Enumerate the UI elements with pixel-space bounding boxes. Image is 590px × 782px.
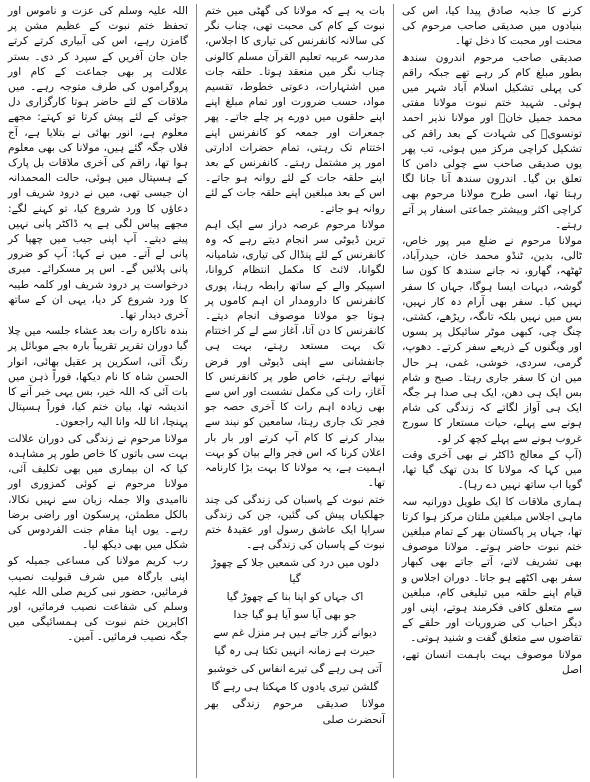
- col3-paragraph: اللہ علیہ وسلم کی عزت و ناموس اور تحفظ ختم نبوت کے عظیم مشن پر گامزن رہے، اس کی آبیاری کرتے کرتے جان جان آفریں کے سپرد کر دی۔ بستر علالت پر بھی جماعت کے کام اور پروگراموں کی طرف متوجہ رہے۔ میں ملاقات کے لئے حاضر ہوتا کارگزاری دل جوئی کے لئے پیش کرتا تو کہتے: مجھے معلوم ہے، انور بھائی نے بتلایا ہے، آج فلاں جگہ گئے ہیں، مولانا کی بھی معلوم ہوا تھا، راقم کی آخری ملاقات بل پارک کے ہسپتال میں ہوئی، حالت المحمدانہ ان جیسی تھی، میں نے درود شریف اور دعاؤں کا ورد شروع کیا، تو کہنے لگے: مجھے پیاس لگی ہے یہ ڈاکٹر پانی نہیں پینے دیتے۔ آپ اپنی جیب میں چھپا کر پانی لے آتے۔ میں نے کہا: آپ کو ضرور پانی پلائیں گے۔ اس پر مسکرائے۔ میری درخواست پر درود شریف اور کلمہ طیبہ کا ورد شروع کر دیا، یہی ان کے ساتھ آخری دیدار تھا۔: [8, 5, 188, 322]
- poetry-verse: دیوانے گزر جاتے ہیں ہر منزل غم سے: [213, 627, 377, 640]
- article-columns: [6, 4, 584, 778]
- column-right: [400, 4, 584, 778]
- column-divider: [393, 4, 394, 778]
- poetry-verse: گلشن تیری یادوں کا مہکتا ہی رہے گا: [211, 681, 379, 694]
- column-divider: [196, 4, 197, 778]
- poetry-verse: جو بھی آیا سو آیا ہو گیا جدا: [233, 609, 357, 622]
- col1-paragraph: (آپ کے معالج ڈاکٹر نے بھی آخری وقت میں کہا کہ مولانا کا بدن تھک گیا تھا، گویا اب ساتھ نہیں دے رہا)۔: [402, 448, 582, 492]
- col2-paragraph: بات یہ ہے کہ مولانا کی گھٹی میں ختم نبوت کے کام کی محبت تھی، چناب نگر کی سالانہ کانفرنس کی تیاری کا اجلاس، مدرسہ عربیہ تعلیم القرآن مسلم کالونی چناب نگر میں منعقد ہوتا۔ حلقہ جات میں اشتہارات، دعوتی خطوط، تقسیم مواد، حسب ضرورت اور تمام مبلغ اپنے اپنے حلقوں میں دورے پر چلے جاتے۔ پھر جمعرات اور جمعہ کو کانفرنس اپنے اختتام تک رہتی، تمام حضرات ادارتی امور پر مشتمل رہتے۔ کانفرنس کے بعد اپنے حلقہ جات کے لئے روانہ ہو جاتے۔ اس کے بعد مبلغین اپنے حلقہ جات کے لئے روانہ ہو جاتے۔: [205, 5, 385, 215]
- column-middle: [203, 4, 387, 778]
- col1-paragraph: صدیقی صاحب مرحوم اندرون سندھ بطور مبلغ کام کر رہے تھے جبکہ راقم کی پہلی تشکیل اسلام آباد شہر میں ہوئی۔ شہید ختم نبوت مولانا مفتی محمد جمیل خانؒ اور مولانا نذیر احمد تونسویؒ کی شہادت کے بعد راقم کی تشکیل کراچی مرکز میں ہوئی، تب پھر یوں صدیقی صاحب سے چولی دامن کا تعلق بن گیا۔ اندرون سندھ آنا جانا لگا رہتا تھا، اسی طرح مولانا مرحوم بھی کراچی اکثر وبیشتر جماعتی اسفار پر آتے رہتے۔: [402, 51, 582, 231]
- poetry-verse: اک جہاں کو اپنا بنا کے چھوڑ گیا: [226, 591, 364, 604]
- col2-paragraph: مولانا مرحوم عرصہ دراز سے ایک اہم ترین ڈیوٹی سر انجام دیتے رہے کہ وہ کانفرنس کے لئے پنڈال کی تیاری، شامیانہ لگوانا، لائٹ کا مکمل انتظام کروانا، اسپیکر والے کے ساتھ رابطہ رہنا، پوری کانفرنس کا دارومدار ان اہم کاموں پر ہوتا جو مولانا موصوف انجام دیتے۔ کانفرنس کا دن آتا، آغاز سے لے کر اختتام تک بہت مستعد رہتے، بہت ہی جانفشانی سے اپنی ڈیوٹی اور فرض نبھاتے رہتے، خاص طور پر کانفرنس کا آغاز، رات کی مکمل نشست اور اس سے بھی زیادہ اہم رات کا آخری حصہ جو فجر تک جاری رہتا، سامعین کو نیند سے بیدار کرنے کا کام آپ کرتے اور بار بار اعلان کرنا کہ اس فجر والے بیان کو بہت اہمیت ہے، یہ مولانا کا بہت بڑا کارنامہ تھا۔: [205, 218, 385, 490]
- poetry-verse: حیرت ہے زمانہ انہیں تکتا ہی رہ گیا: [214, 645, 376, 658]
- col1-paragraph: مولانا مرحوم نے ضلع میر پور خاص، ٹالی، بدین، ٹنڈو محمد خان، حیدرآباد، ٹھٹھہ، گھارو، نہ جانے سندھ کا کون سا گوشہ، دیہات ایسا ہوگا، جہاں کا سفر نہیں کیا۔ سفر بھی آرام دہ کار نہیں، بس میں نہیں بلکہ تاںگہ، ریڑھے، کشتی، چنگ چی، کبھی موٹر سائیکل پر بسوں اور ویگنوں کے ذریعے سفر کرتے۔ دھوپ، گرمی، سردی، خوشی، غمی، ہر حال میں ان کا سفر جاری رہتا۔ صبح و شام بس ایک ہی دھن، ایک ہی صدا ہر جگہ ایک ہی آواز لگاتے کہ زندگی کی شام ہونے سے پہلے، حیات مستعار کا سورج غروب ہونے سے پہلے کچھ کر لو۔: [402, 235, 582, 445]
- col3-paragraph: رب کریم مولانا کی مساعی جمیلہ کو اپنی بارگاہ میں شرف قبولیت نصیب فرمائیں، حضور نبی کریم صلی اللہ علیہ وسلم کی شفاعت نصیب فرمائیں، اور اکابرین ختم نبوت کی ہمسائیگی میں جگہ نصیب فرمائیں۔ آمین۔: [8, 555, 188, 644]
- col1-paragraph: مولانا موصوف بہت باہمت انسان تھے، اصل: [402, 648, 582, 676]
- col3-paragraph: بندہ ناکارہ رات بعد عشاء جلسہ میں چلا گیا دوران تقریر تقریباً بارہ بجے موبائل پر رنگ آئی، اسکرین پر عقیل بھائی، انوار الحسن شاہ کا نام دیکھا، فوراً ذہن میں بات آئی کہ اللہ خیر، بس یہی خبر آنے کا اندیشہ تھا، بیان ختم کیا، فوراً ہسپتال پہنچا، انا للہ وانا الیہ راجعون۔: [8, 325, 188, 429]
- col2-paragraph: ختم نبوت کے پاسبان کی زندگی کی چند جھلکیاں پیش کی گئیں، جن کی زندگی سراپا ایک عاشق رسول اور عقیدۂ ختم نبوت کے پاسبان کی زندگی ہے۔: [205, 493, 385, 552]
- col2-closing: مولانا صدیقی مرحوم زندگی بھر آنحضرت صلی: [205, 698, 385, 726]
- poetry-verse: دلوں میں درد کی شمعیں جلا کے چھوڑ گیا: [211, 557, 379, 586]
- poetry-verse: آتی ہی رہے گی تیرے انفاس کی خوشبو: [208, 663, 382, 676]
- column-left: [6, 4, 190, 778]
- col1-paragraph: ہماری ملاقات کا ایک طویل دورانیہ سہ ماہی اجلاس مبلغین ملتان مرکز ہوا کرتا تھا، جہاں پر پاکستان بھر کے تمام مبلغین ختم نبوت حاضر ہوتے۔ مولانا موصوف بھی تشریف لاتے، آتے جاتے بھی کبھار سفر بھی اکٹھے ہو جاتا۔ دوران اجلاس و قیام اپنے حلقہ میں تبلیغی کام، مبلغین سے متعلق کافی فکرمند ہوتے، اپنی اور دیگر احباب کی ضروریات اور حلقے کے تقاضوں سے متعلق گفت و شنید ہوتی۔: [402, 495, 582, 645]
- col3-paragraph: مولانا مرحوم نے زندگی کی دوران علالت بہت سی باتوں کا خاص طور پر مشاہدہ کیا کہ ان بیماری میں بھی تکلیف آئی، مولانا مرحوم نے کوئی کمزوری اور ناامیدی والا جملہ زبان سے نہیں نکالا، بالکل مطمئن، پرسکون اور راضی برضا رہے۔ یوں اپنا مقام جنت الفردوس کی شکل میں بھی دیکھ لیا۔: [8, 432, 188, 552]
- col1-paragraph: کرنے کا جذبہ صادق پیدا کیا، اس کی بنیادوں میں صدیقی صاحب مرحوم کی محنت اور محبت کا دخل تھا۔: [402, 5, 582, 48]
